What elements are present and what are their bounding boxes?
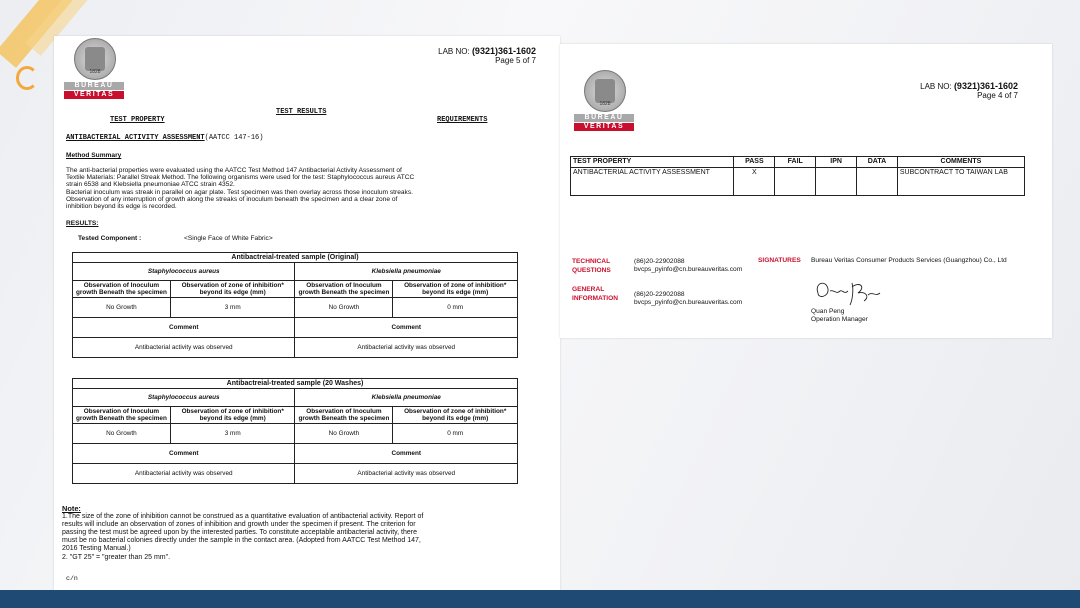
organism-staph: Staphylococcus aureus <box>73 389 295 407</box>
note-heading: Note: <box>62 504 81 513</box>
table-cell: 3 mm <box>170 424 295 444</box>
lab-number: LAB NO: (9321)361-1602 Page 4 of 7 <box>920 81 1018 100</box>
test-property-heading: TEST PROPERTY <box>110 116 165 124</box>
note-line: 2. "GT 25" = "greater than 25 mm". <box>62 554 171 561</box>
note-line: 1.The size of the zone of inhibition cannot be construed as a quantitative evaluation of antibacterial activity. Report of <box>62 513 424 520</box>
column-header: Observation of Inoculum growth Beneath the specimen <box>295 407 393 424</box>
decorative-ring <box>16 66 38 90</box>
report-page-4: 1828 BUREAU VERITAS LAB NO: (9321)361-1602 Page 4 of 7 TEST PROPERTY PASS FAIL IPN DATA COMMENTS ANTIBACTERIAL ACTIVITY ASSESSMENT X SUBCONTRACT TO TAIWAN LAB TECHNICAL QUESTIONS (86)20-22902088 bvcps_pyinfo@cn.bureauveritas.com GENERAL INFORMATION (86)20-22902088 bvcps_pyinfo@cn.bureauveritas.com SIGNATURES Bureau Veritas Consumer Products Services (Guangzhou) Co., Ltd Quan Peng Operation Manager <box>560 44 1052 338</box>
method-summary-heading: Method Summary <box>66 152 122 159</box>
note-line: 2016 Testing Manual.) <box>62 545 131 552</box>
column-header: DATA <box>857 157 898 168</box>
table-cell: 0 mm <box>393 424 518 444</box>
comment-label: Comment <box>73 318 295 338</box>
column-header: Observation of zone of inhibition* beyond its edge (mm) <box>170 281 295 298</box>
table-cell: No Growth <box>295 298 393 318</box>
method-summary-line: inhibition beyond its edge is recorded. <box>66 203 177 210</box>
results-table-original <box>72 252 518 358</box>
column-header: COMMENTS <box>897 157 1024 168</box>
table-title: Antibactreial-treated sample (20 Washes) <box>73 379 518 389</box>
table-cell: No Growth <box>73 424 171 444</box>
organism-staph: Staphylococcus aureus <box>73 263 295 281</box>
table-cell: ANTIBACTERIAL ACTIVITY ASSESSMENT <box>571 168 734 196</box>
note-line: must be no bacterial colonies directly under the sample in the contact area. (Adopted from AATCC Test Method 147, <box>62 537 421 544</box>
note-line: passing the test must be agreed upon by the interested parties. To constitute acceptable antibacterial activity, there <box>62 529 418 536</box>
method-summary-line: Textile Materials: Parallel Streak Method. The following organisms were used for the test: Staphylococcus aureus ATCC <box>66 174 415 181</box>
column-header: Observation of Inoculum growth Beneath the specimen <box>73 281 171 298</box>
comment-value: Antibacterial activity was observed <box>295 338 518 358</box>
signer-name: Quan Peng <box>811 308 845 315</box>
footer-code: c/n <box>66 575 78 582</box>
technical-email: bvcps_pyinfo@cn.bureauveritas.com <box>634 266 743 273</box>
results-table-20-washes <box>72 378 518 484</box>
column-header: IPN <box>816 157 857 168</box>
comment-label: Comment <box>295 318 518 338</box>
page-number: Page 5 of 7 <box>495 56 536 65</box>
table-cell <box>775 168 816 196</box>
handwritten-signature <box>812 277 884 307</box>
comment-value: Antibacterial activity was observed <box>295 464 518 484</box>
signatures-label: SIGNATURES <box>758 257 801 264</box>
table-cell: 0 mm <box>393 298 518 318</box>
column-header: Observation of Inoculum growth Beneath the specimen <box>295 281 393 298</box>
comment-value: Antibacterial activity was observed <box>73 338 295 358</box>
table-cell <box>816 168 857 196</box>
comment-label: Comment <box>73 444 295 464</box>
signer-title: Operation Manager <box>811 316 868 323</box>
table-cell: No Growth <box>73 298 171 318</box>
footer-bar <box>0 590 1080 608</box>
results-heading: RESULTS: <box>66 220 99 227</box>
table-cell: No Growth <box>295 424 393 444</box>
column-header: TEST PROPERTY <box>571 157 734 168</box>
column-header: Observation of Inoculum growth Beneath the specimen <box>73 407 171 424</box>
general-phone: (86)20-22902088 <box>634 291 685 298</box>
assessment-title: ANTIBACTERIAL ACTIVITY ASSESSMENT(AATCC 147-16) <box>66 134 264 142</box>
lab-number: LAB NO: (9321)361-1602 Page 5 of 7 <box>438 46 536 65</box>
requirements-heading: REQUIREMENTS <box>437 116 488 124</box>
page-number: Page 4 of 7 <box>977 91 1018 100</box>
column-header: FAIL <box>775 157 816 168</box>
organism-kleb: Klebsiella pneumoniae <box>295 263 518 281</box>
table-cell <box>857 168 898 196</box>
table-cell: SUBCONTRACT TO TAIWAN LAB <box>897 168 1024 196</box>
column-header: PASS <box>734 157 775 168</box>
company-name: Bureau Veritas Consumer Products Services (Guangzhou) Co., Ltd <box>811 257 1007 264</box>
general-email: bvcps_pyinfo@cn.bureauveritas.com <box>634 299 743 306</box>
table-cell: 3 mm <box>170 298 295 318</box>
test-results-heading: TEST RESULTS <box>276 108 327 116</box>
note-line: results will include an observation of zones of inhibition and growth under the specimen if present. The criterion for <box>62 521 416 528</box>
column-header: Observation of zone of inhibition* beyond its edge (mm) <box>393 281 518 298</box>
column-header: Observation of zone of inhibition* beyond its edge (mm) <box>170 407 295 424</box>
technical-phone: (86)20-22902088 <box>634 258 685 265</box>
pass-mark: X <box>734 168 775 196</box>
table-title: Antibactreial-treated sample (Original) <box>73 253 518 263</box>
organism-kleb: Klebsiella pneumoniae <box>295 389 518 407</box>
method-summary-line: strain 6538 and Klebsiella pneumoniae ATCC strain 4352. <box>66 181 235 188</box>
comment-value: Antibacterial activity was observed <box>73 464 295 484</box>
general-information-label: GENERAL INFORMATION <box>572 286 619 302</box>
method-summary-line: Observation of any interruption of growth along the streaks of inoculum beneath the specimen and a clear zone of <box>66 196 398 203</box>
comment-label: Comment <box>295 444 518 464</box>
tested-component-value: <Single Face of White Fabric> <box>184 235 273 242</box>
report-page-5: 1828 BUREAU VERITAS LAB NO: (9321)361-1602 Page 5 of 7 TEST RESULTS TEST PROPERTY REQUIREMENTS ANTIBACTERIAL ACTIVITY ASSESSMENT(AATCC 147-16) Method Summary The anti-bacterial properties were evaluated using the AATCC Test Method 147 Antibacterial Activity Assessment of Textile Materials: Parallel Streak Method. The following organisms were used for the test: Staphylococcus aureus ATCC strain 6538 and Klebsiella pneumoniae ATCC strain 4352. Bacterial inoculum was streak in parallel on agar plate. Test specimen was then overlay across those inoculum streaks. Observation of any interruption of growth along the streaks of inoculum beneath the specimen and a clear zone of inhibition beyond its edge is recorded. RESULTS: Tested Component : <Single Face of White Fabric> Antibactreial-treated sample (Original) Staphylococcus aureus Klebsiella pneumoniae Observation of Inoculum growth Beneath the specimen Observation of zone of inhibition* beyond its edge (mm) Observation of Inoculum growth Beneath the specimen Observation of zone of inhibition* beyond its edge (mm) No Growth 3 mm No Growth 0 mm Comment Comment Antibacterial activity was observed Antibacterial activity was observed Antibactreial-treated sample (20 Washes) Staphylococcus aureus Klebsiella pneumoniae Observation of Inoculum growth Beneath the specimen Observation of zone of inhibition* beyond its edge (mm) Observation of Inoculum growth Beneath the specimen Observation of zone of inhibition* beyond its edge (mm) No Growth 3 mm No Growth 0 mm Comment Comment Antibacterial activity was observed Antibacterial activity was observed Note: 1.The size of the zone of inhibition cannot be construed as a quantitative evaluation of antibacterial activity. Report of results will include an observation of zones of inhibition and growth under the specimen if present. The criterion for passing the test must be agreed upon by the interested parties. To constitute acceptable antibacterial activity, there must be no bacterial colonies directly under the sample in the contact area. (Adopted from AATCC Test Method 147, 2016 Testing Manual.) 2. "GT 25" = "greater than 25 mm". c/n <box>54 36 560 592</box>
technical-questions-label: TECHNICAL QUESTIONS <box>572 258 611 274</box>
column-header: Observation of zone of inhibition* beyond its edge (mm) <box>393 407 518 424</box>
method-summary-line: Bacterial inoculum was streak in parallel on agar plate. Test specimen was then overlay across those inoculum streaks. <box>66 189 413 196</box>
tested-component-label: Tested Component : <box>78 235 142 242</box>
summary-table <box>570 156 1025 196</box>
method-summary-line: The anti-bacterial properties were evaluated using the AATCC Test Method 147 Antibacterial Activity Assessment of <box>66 167 402 174</box>
